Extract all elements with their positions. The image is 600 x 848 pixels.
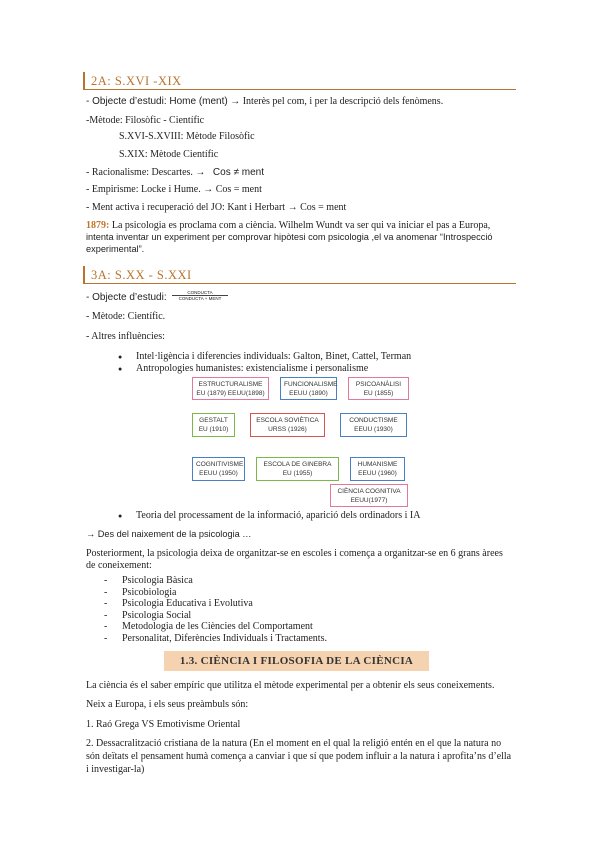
rationalism-line: - Racionalisme: Descartes. → Cos ≠ ment bbox=[86, 167, 264, 178]
arrow-icon: → bbox=[195, 167, 206, 178]
preamble-1: 1. Raó Grega VS Emotivisme Oriental bbox=[86, 719, 241, 730]
other-influences: - Altres influències: bbox=[86, 331, 165, 342]
bullet-icon: ● bbox=[118, 512, 123, 520]
school-box-gestalt: GESTALT EU (1910) bbox=[192, 413, 235, 437]
preamble-2-line2: són deïtats el pensament humà comença a canviar i que sí que podem influir a la natura i aprofita’ns d’ella bbox=[86, 751, 512, 762]
school-box-soviet: ESCOLA SOVIÈTICA URSS (1926) bbox=[250, 413, 325, 437]
bullet-icon: ● bbox=[118, 353, 123, 361]
school-box-humanism: HUMANISME EEUU (1960) bbox=[350, 457, 405, 481]
fraction-denominator: CONDUCTA + MENT bbox=[178, 296, 222, 301]
arrow-icon: → bbox=[86, 529, 96, 539]
areas-intro-line1: Posteriorment, la psicologia deixa de organitzar-se en escoles i comença a organitzar-se en 6 grans àrees bbox=[86, 548, 503, 559]
method-item-2: S.XIX: Mètode Científic bbox=[119, 149, 219, 160]
influence-item-3: Teoria del processament de la informació, aparició dels ordinadors i IA bbox=[136, 510, 421, 521]
object-line: - Objecte d’estudi: Home (ment) → Interès pel com, i per la descripció dels fenòmens. bbox=[86, 96, 444, 107]
section-title: 3A: S.XX - S.XXI bbox=[91, 268, 192, 282]
arrow-icon: → bbox=[203, 184, 214, 195]
method-line: -Mètode: Filosòfic - Científic bbox=[86, 115, 205, 126]
year-paragraph-line3: experimental”. bbox=[86, 244, 145, 254]
science-paragraph: La ciència és el saber empíric que utilitza el mètode experimental per a obtenir els seus coneixements. bbox=[86, 680, 495, 691]
method-item-1: S.XVI-S.XVIII: Mètode Filosòfic bbox=[119, 131, 255, 142]
list-item: - Psicobiologia bbox=[104, 586, 177, 598]
school-box-behaviorism: CONDUCTISME EEUU (1930) bbox=[340, 413, 407, 437]
school-box-cognitivism: COGNITIVISME EEUU (1950) bbox=[192, 457, 245, 481]
influence-item-2: Antropologies humanistes: existencialisme i personalisme bbox=[136, 363, 369, 374]
influence-item-1: Intel·ligència i diferencies individuals: Galton, Binet, Cattel, Terman bbox=[136, 351, 412, 362]
areas-intro-line2: de coneixement: bbox=[86, 560, 152, 571]
birth-line: → Des del naixement de la psicologia … bbox=[86, 529, 252, 539]
school-box-functionalism: FUNCIONALISME EEUU (1890) bbox=[280, 377, 337, 400]
arrow-icon: → bbox=[230, 96, 241, 107]
school-box-psychoanalysis: PSICOANÀLISI EU (1855) bbox=[348, 377, 409, 400]
preamble-2-line3: i investigar-la) bbox=[86, 764, 145, 775]
arrow-icon: → bbox=[287, 202, 298, 213]
section-header-1-3: 1.3. CIÈNCIA I FILOSOFIA DE LA CIÈNCIA bbox=[164, 651, 429, 671]
bullet-icon: ● bbox=[118, 365, 123, 373]
empiricism-line: - Empirisme: Locke i Hume. → Cos = ment bbox=[86, 184, 262, 195]
areas-list bbox=[104, 575, 327, 644]
school-box-geneva: ESCOLA DE GINEBRA EU (1955) bbox=[256, 457, 339, 481]
method-line-3a: - Mètode: Científic. bbox=[86, 311, 166, 322]
section-title: 2A: S.XVI -XIX bbox=[91, 74, 182, 88]
year-paragraph-line1: 1879: La psicologia es proclama com a ciència. Wilhelm Wundt va ser qui va iniciar el pas a Europa, bbox=[86, 220, 491, 231]
list-item: - Metodologia de les Ciències del Comportament bbox=[104, 621, 313, 632]
section-header-2a bbox=[83, 72, 516, 90]
year-paragraph-line2: intenta inventar un experiment per comprovar hipòtesi com psicologia ,el va anomenar “Introspecció bbox=[86, 232, 493, 242]
list-item: - Psicologia Social bbox=[104, 609, 192, 621]
fraction-numerator: CONDUCTA bbox=[187, 290, 213, 295]
school-box-cognitive-science: CIÈNCIA COGNITIVA EEUU(1977) bbox=[330, 484, 408, 507]
list-item: - Psicologia Bàsica bbox=[104, 575, 193, 586]
object-label: - Objecte d’estudi: Home (ment) bbox=[86, 96, 228, 107]
list-item: - Personalitat, Diferències Individuals i Tractaments. bbox=[104, 632, 327, 644]
fraction bbox=[170, 290, 230, 301]
preamble-2-line1: 2. Dessacralització cristiana de la natura (En el moment en el qual la religió entén en el que la natura no bbox=[86, 738, 502, 749]
list-item: - Psicologia Educativa i Evolutiva bbox=[104, 598, 253, 609]
object-line-3a: - Objecte d’estudi: bbox=[86, 292, 167, 303]
school-box-structuralism: ESTRUCTURALISME EU (1879) EEUU(1898) bbox=[192, 377, 269, 400]
section-header-3a bbox=[83, 266, 516, 284]
europe-paragraph: Neix a Europa, i els seus preàmbuls són: bbox=[86, 699, 249, 710]
active-mind-line: - Ment activa i recuperació del JO: Kant i Herbart → Cos = ment bbox=[86, 202, 347, 213]
